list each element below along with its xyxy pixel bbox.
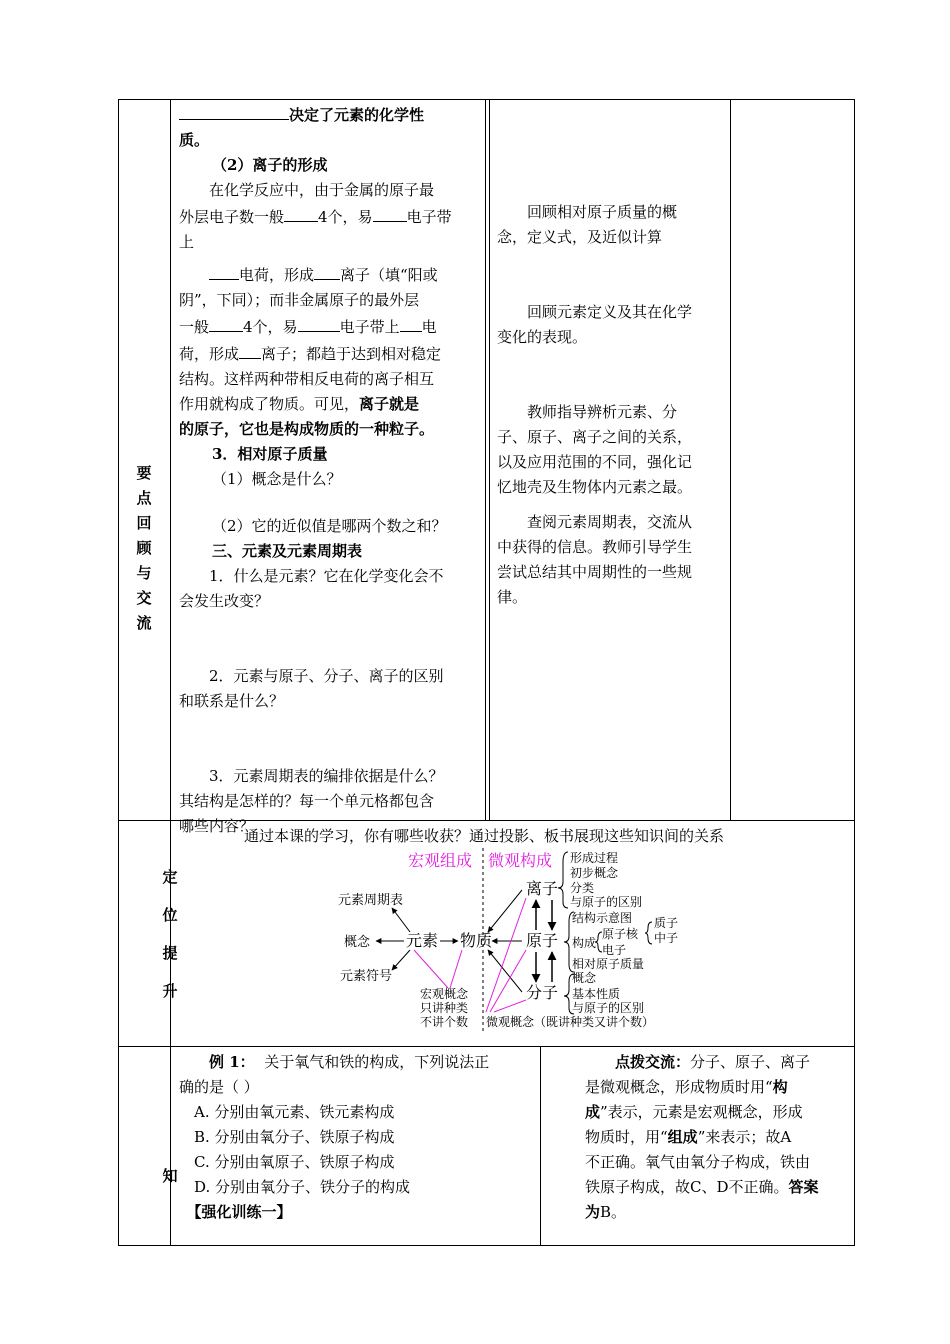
- summary-intro: 通过本课的学习，你有哪些收获？通过投影、板书展现这些知识间的关系: [244, 827, 725, 845]
- element-to-symbol-arrow: [392, 950, 410, 970]
- table-border-top: [118, 99, 855, 100]
- element-symbol-label: 元素符号: [340, 969, 393, 984]
- teacher-notes: 回顾相对原子质量的概 念，定义式，及近似计算 回顾元素定义及其在化学 变化的表现。 教师指导辨析元素、分 子、原子、离子之间的关系， 以及应用范围的不同，强化记 忆地壳及生物体内元素之最。 查阅元素周期表，交流从 中获得的信息。教师引导学生 尝试总结其中周期性的一些规 律。: [497, 203, 693, 606]
- micro-note: 微观概念（既讲种类又讲个数）: [486, 1015, 655, 1029]
- row2-label: 定 位 提 升: [162, 868, 178, 1000]
- macro-link-line: [450, 950, 462, 988]
- training-heading: 【强化训练一】: [186, 1203, 292, 1221]
- macro-note: 只讲种类: [420, 1001, 469, 1015]
- molecule-node: 分子: [526, 983, 559, 1002]
- option-d: D. 分别由氧分子、铁分子的构成: [194, 1178, 411, 1196]
- matter-node: 物质: [460, 931, 493, 950]
- ion-to-matter-arrow: [488, 890, 522, 932]
- row1-divider-a: [485, 99, 486, 821]
- nucleus-brace: [645, 922, 652, 944]
- table-border-left: [118, 99, 119, 1246]
- ion-brace: [558, 852, 568, 908]
- element-periodic-table-label: 元素周期表: [338, 893, 404, 908]
- blank: [400, 313, 422, 332]
- option-b: B. 分别由氧分子、铁原子构成: [194, 1128, 395, 1146]
- option-c: C. 分别由氧原子、铁原子构成: [194, 1153, 395, 1171]
- atom-node: 原子: [526, 931, 559, 950]
- ion-item: 形成过程: [570, 851, 619, 865]
- atom-concept-label: 概念: [572, 971, 597, 985]
- knowledge-relation-diagram: [330, 846, 730, 1036]
- row1-divider-c: [730, 99, 731, 821]
- macro-link-line: [414, 950, 448, 988]
- neutron-label: 中子: [654, 931, 679, 945]
- blank: [314, 261, 340, 280]
- element-node: 元素: [406, 931, 439, 950]
- electron-label: 电子: [602, 943, 627, 957]
- blank: [209, 313, 243, 332]
- blank: [179, 101, 289, 120]
- ion-item: 初步概念: [570, 866, 619, 880]
- table-border-right: [854, 99, 855, 1246]
- relative-mass-label: 相对原子质量: [572, 957, 645, 971]
- concept-label: 概念: [344, 935, 371, 950]
- blank: [239, 340, 261, 359]
- element-to-table-arrow: [392, 908, 410, 932]
- micro-link-line: [494, 1000, 526, 1012]
- label-column-border: [170, 99, 171, 1246]
- example-question: 例 1： 关于氧气和铁的构成，下列说法正 确的是（ ） A. 分别由氧元素、铁元素构成 B. 分别由氧分子、铁原子构成 C. 分别由氧原子、铁原子构成 D. 分别由氧分子、铁分子的构成 【强化训练一】: [179, 1050, 535, 1225]
- row3-label: 知: [162, 1167, 178, 1185]
- ion-node: 离子: [526, 879, 559, 898]
- macro-note: 宏观概念: [420, 987, 469, 1001]
- ion-item: 与原子的区别: [570, 895, 643, 909]
- macro-note: 不讲个数: [420, 1015, 469, 1029]
- composition-brace: [595, 932, 602, 952]
- review-content: 决定了元素的化学性 质。 （2）离子的形成 在化学反应中，由于金属的原子最 外层电子数一般 4个，易 电子带 上 电荷，形成 离子（填“阳或 阴”，下同）；而非金属原子的最外层 一般 4个，易 电子带上 电 荷，形成 离子；都趋于达到相对稳定 结构。这样两种带相反电荷的离子相互 作用就构成了物质。可见，离子就是 的原子，它也是构成物质的一种粒子。 3．相对原子质量 （1）概念是什么？ （2）它的近似值是哪两个数之和？ 三、元素及元素周期表 1．什么是元素？它在化学变化会不 会发生改变？ 2．元素与原子、分子、离子的区别 和联系是什么？ 3．元素周期表的编排依据是什么？ 其结构是怎样的？每一个单元格都包含 哪些内容？: [179, 101, 479, 839]
- composition-label: 构成: [572, 936, 597, 950]
- blank: [209, 261, 239, 280]
- blank: [284, 203, 318, 222]
- atom-diagram-label: 结构示意图: [572, 911, 633, 925]
- row1-divider-b: [489, 99, 490, 821]
- blank: [298, 313, 340, 332]
- molecule-item: 与原子的区别: [572, 1001, 645, 1015]
- macro-title: 宏观组成: [408, 851, 473, 870]
- blank: [373, 203, 407, 222]
- micro-title: 微观构成: [488, 851, 553, 870]
- proton-label: 质子: [654, 916, 679, 930]
- row2-bottom-border: [118, 1046, 855, 1047]
- nucleus-label: 原子核: [602, 927, 639, 941]
- option-a: A. 分别由氧元素、铁元素构成: [194, 1103, 395, 1121]
- row3-divider: [540, 1046, 541, 1246]
- row1-label: 要 点 回 顾 与 交 流: [136, 464, 152, 632]
- ion-item: 分类: [570, 881, 595, 895]
- tip-explanation: 点拨交流：分子、原子、离子 是微观概念，形成物质时用“构 成”表示，元素是宏观概念，形成 物质时，用“组成”来表示；故A 不正确。氧气由氧分子构成，铁由 铁原子构成，故C、D不正确。答案 为B。: [585, 1053, 819, 1221]
- molecule-item: 基本性质: [572, 987, 621, 1001]
- table-border-bottom: [118, 1245, 855, 1246]
